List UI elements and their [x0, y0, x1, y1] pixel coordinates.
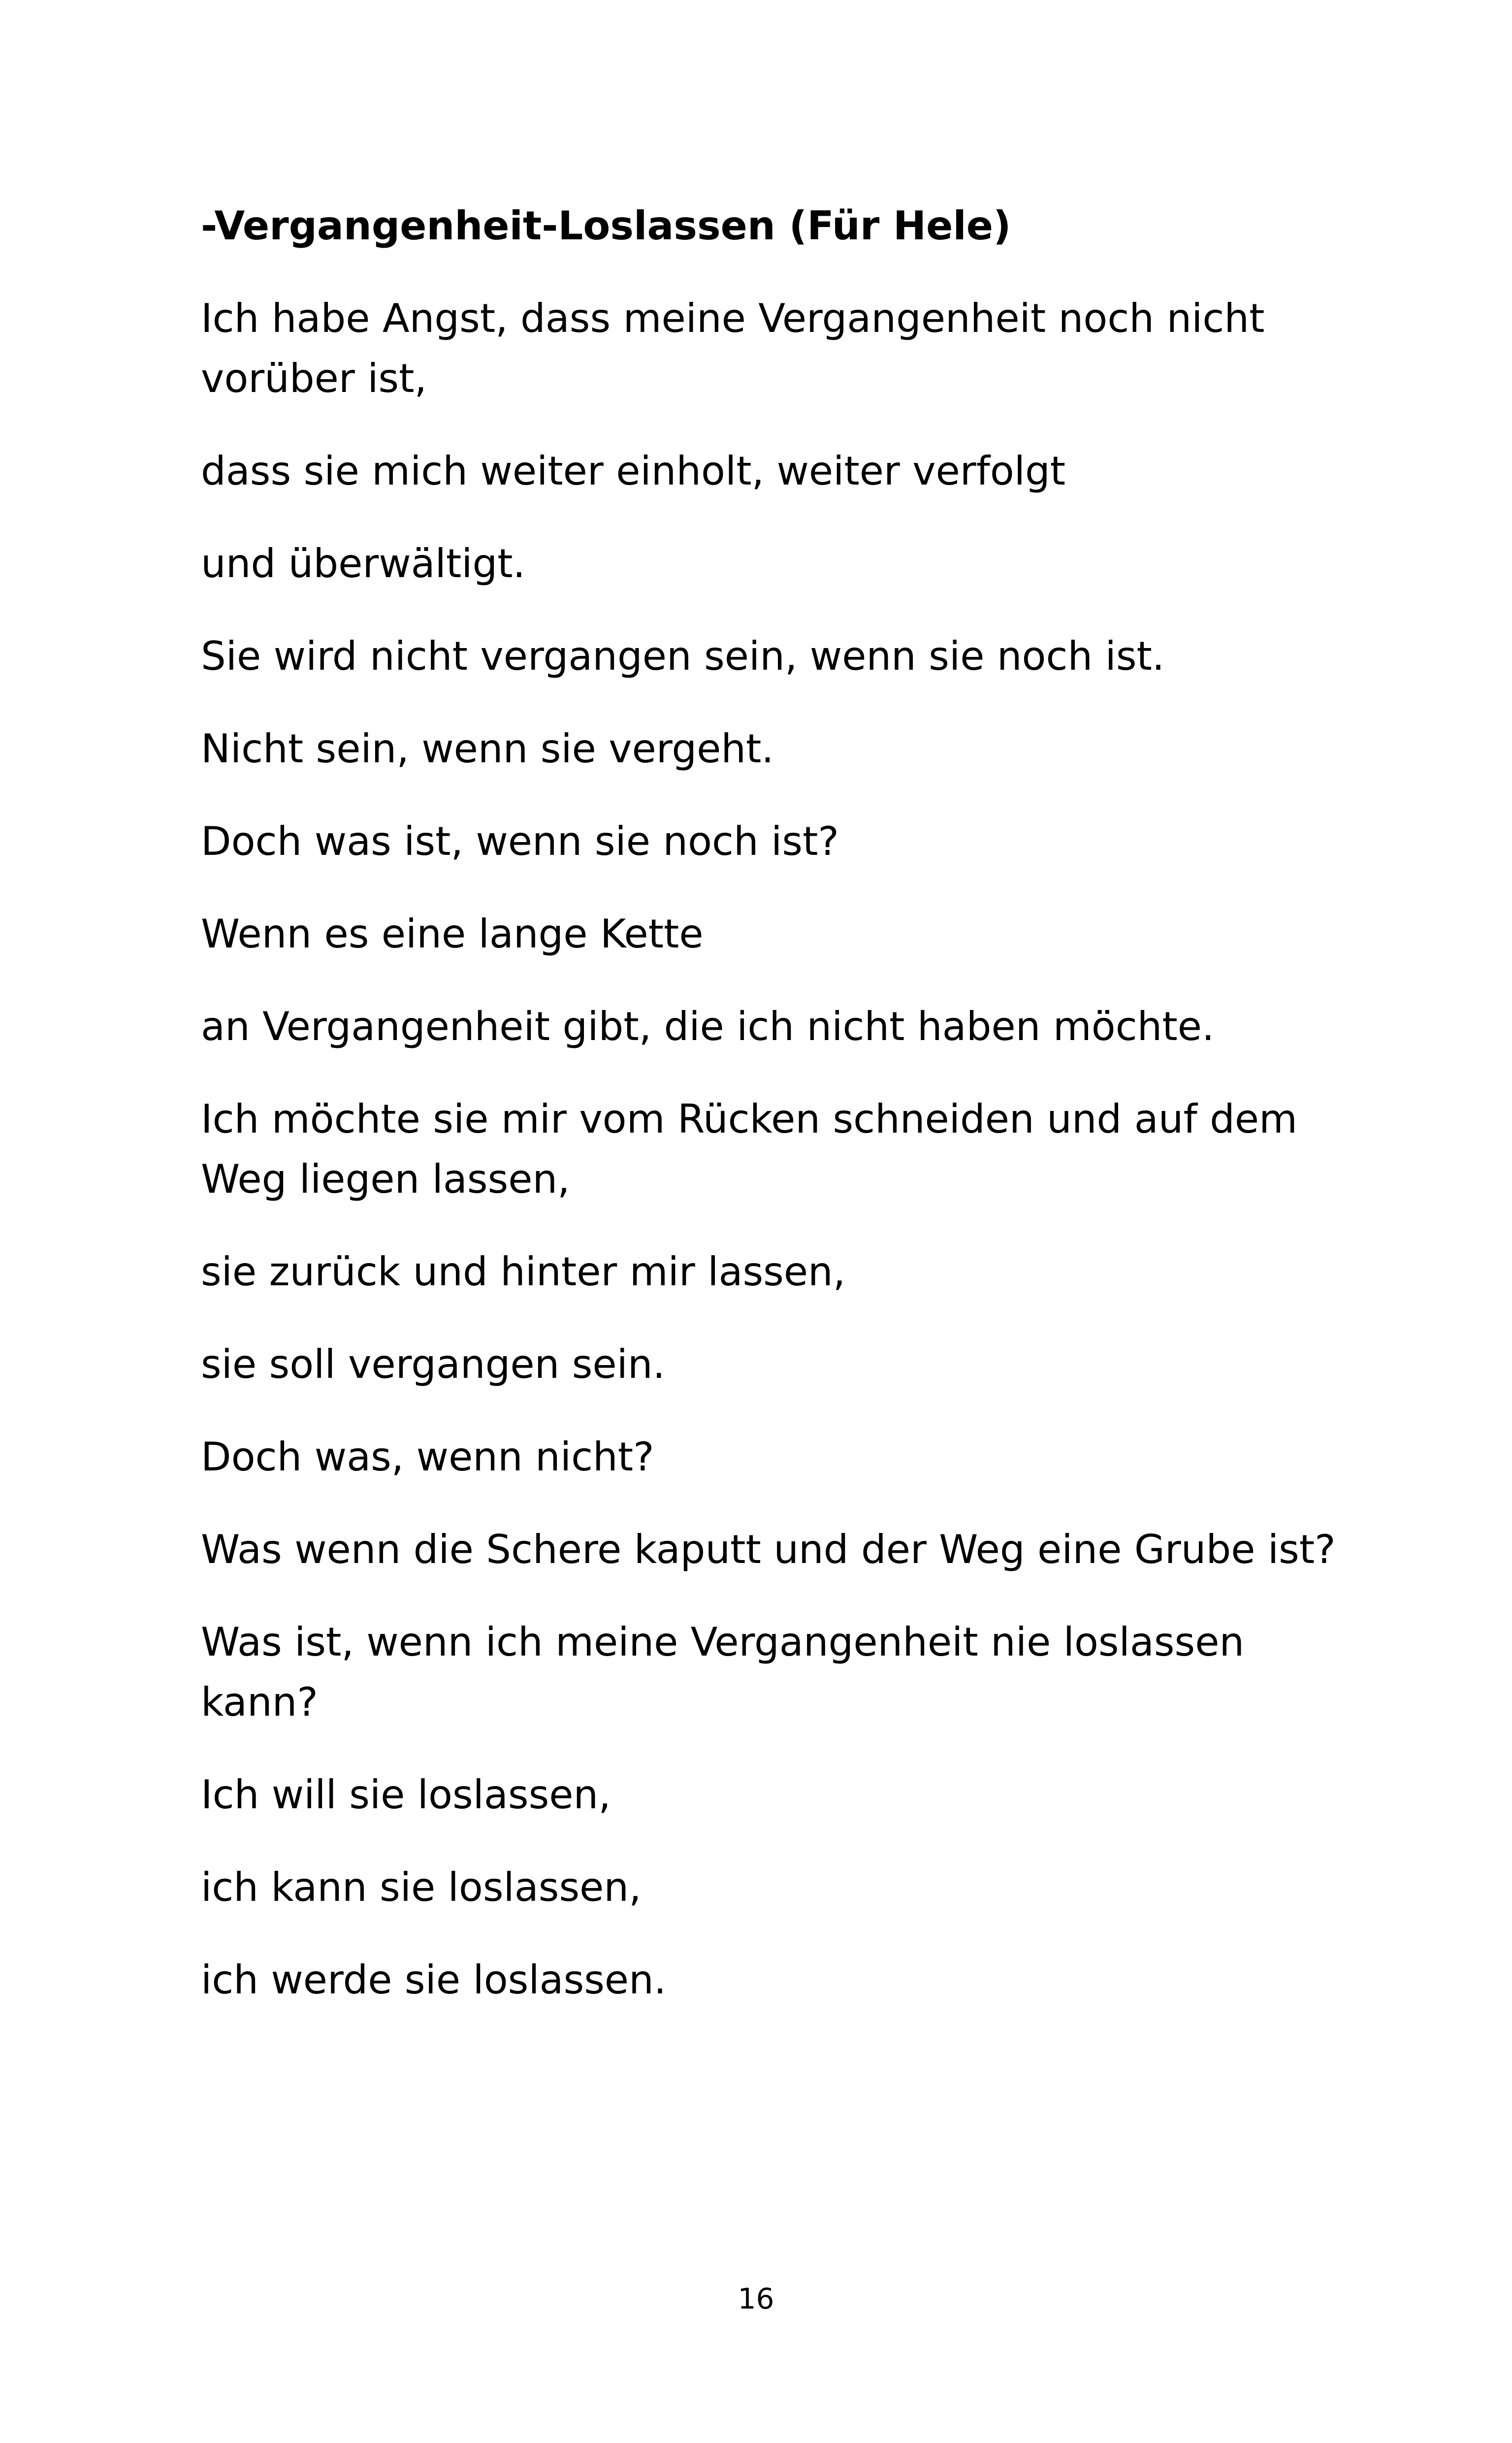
poem-line-1: Ich habe Angst, dass meine Vergangenheit noch nicht vorüber ist,: [201, 295, 1265, 401]
poem-line-4: Sie wird nicht vergangen sein, wenn sie noch ist.: [201, 633, 1165, 679]
poem-line-14: Was ist, wenn ich meine Vergangenheit nie loslassen kann?: [201, 1619, 1245, 1725]
poem-line-5: Nicht sein, wenn sie vergeht.: [201, 726, 774, 772]
poem-line-2: dass sie mich weiter einholt, weiter verfolgt: [201, 448, 1066, 494]
poem-line-13: Was wenn die Schere kaputt und der Weg eine Grube ist?: [201, 1527, 1336, 1572]
poem-line-12: Doch was, wenn nicht?: [201, 1434, 654, 1480]
poem-line-7: Wenn es eine lange Kette: [201, 911, 704, 957]
poem-line-17: ich werde sie loslassen.: [201, 1957, 667, 2003]
poem-line-9: Ich möchte sie mir vom Rücken schneiden und auf dem Weg liegen lassen,: [201, 1096, 1297, 1202]
poem-line-10: sie zurück und hinter mir lassen,: [201, 1249, 846, 1295]
poem-title: -Vergangenheit-Loslassen (Für Hele): [201, 203, 1011, 249]
poem-line-11: sie soll vergangen sein.: [201, 1341, 666, 1387]
poem-body: [201, 196, 1343, 2043]
poem-line-16: ich kann sie loslassen,: [201, 1864, 642, 1910]
poem-line-6: Doch was ist, wenn sie noch ist?: [201, 818, 839, 864]
poem-line-15: Ich will sie loslassen,: [201, 1772, 611, 1818]
poem-line-8: an Vergangenheit gibt, die ich nicht haben möchte.: [201, 1004, 1215, 1049]
poem-line-3: und überwältigt.: [201, 541, 526, 586]
page-number: 16: [738, 2282, 774, 2315]
